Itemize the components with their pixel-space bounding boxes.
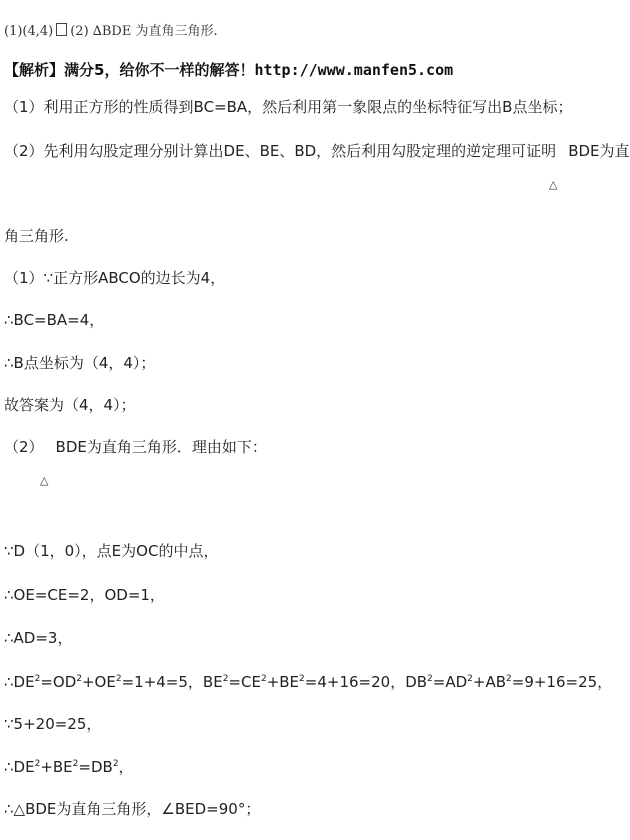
- solution-line-12: ∴△BDE为直角三角形，∠BED=90°；: [4, 800, 261, 818]
- promo-url: http://www.manfen5.com: [254, 61, 454, 79]
- answer-line: [4, 22, 218, 42]
- solution-line-9: $\therefore DE^2=OD^2+OE^2=1+4=5$，$BE^2=CE^2+BE^2=4+16=20$，$DB^2=AD^2+AB^2=9+16=25$，: [4, 673, 613, 691]
- solution-line-3: ∴B点坐标为（4，4）；: [4, 354, 156, 372]
- promo-label: 【解析】满分5，给你不一样的解答！: [4, 61, 255, 79]
- analysis-para-2-tail: BDE为直: [568, 142, 630, 160]
- solution-line-1: （1）∵正方形ABCO的边长为4，: [4, 269, 226, 287]
- answer-part1: (1)(4,4): [4, 24, 54, 39]
- promo-line: [4, 60, 453, 80]
- triangle-symbol-2: △: [40, 474, 49, 487]
- solution-line-5: [4, 437, 267, 457]
- solution-line-7: ∴OE=CE=2，OD=1，: [4, 586, 165, 604]
- missing-glyph-box: [56, 23, 67, 36]
- solution-line-6: ∵D（1，0），点E为OC的中点，: [4, 542, 219, 560]
- triangle-symbol: △: [549, 178, 558, 191]
- solution-line-4: 故答案为（4，4）；: [4, 396, 136, 414]
- solution-part2-label: （2）: [4, 438, 44, 456]
- analysis-para-1: （1）利用正方形的性质得到BC=BA，然后利用第一象限点的坐标特征写出B点坐标；: [4, 98, 573, 116]
- solution-line-2: ∴BC=BA=4，: [4, 311, 105, 329]
- analysis-para-2: [4, 141, 630, 161]
- analysis-para-2-end: 角三角形.: [4, 227, 69, 245]
- solution-line-8: ∴AD=3，: [4, 629, 73, 647]
- solution-line-11: $\therefore DE^2+BE^2=DB^2$，: [4, 758, 134, 776]
- analysis-para-2-text: （2）先利用勾股定理分别计算出DE、BE、BD，然后利用勾股定理的逆定理可证明: [4, 142, 557, 160]
- solution-line-10: ∵5+20=25，: [4, 715, 102, 733]
- answer-part2: (2) ∆BDE 为直角三角形.: [70, 24, 218, 39]
- solution-part2-text: BDE为直角三角形．理由如下：: [55, 438, 267, 456]
